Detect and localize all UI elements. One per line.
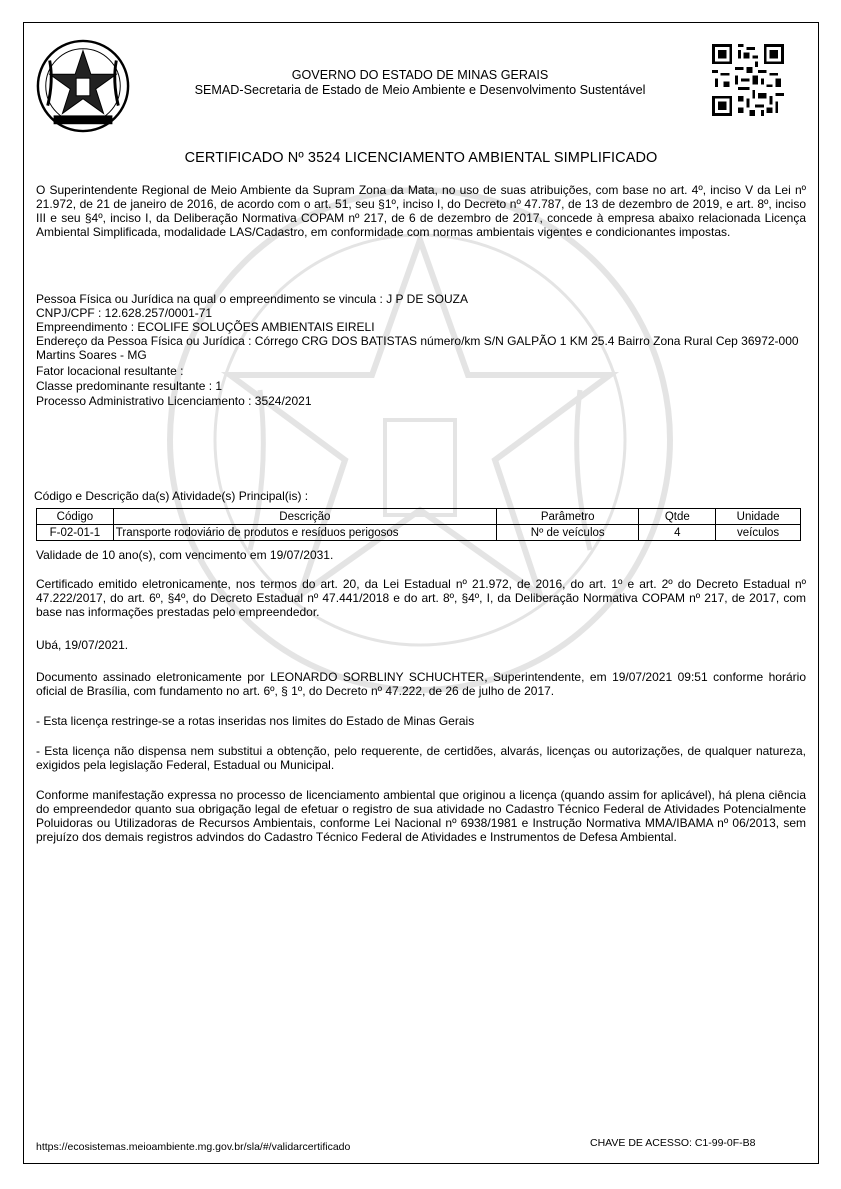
electronic-issue-paragraph: Certificado emitido eletronicamente, nos termos do art. 20, da Lei Estadual nº 21.972, de 2016, do art. 1º e art. 2º do Decreto Estadual nº 47.222/2017, do art. 6º, §4º, do Decreto Estadual nº 47.441/2018 e do art. 8º, §4º, I, da Deliberação Normativa COPAM nº 217, de 2017, com base nas informações prestadas pelo empreendedor. [36,577,806,619]
address-line: Endereço da Pessoa Física ou Jurídica : Córrego CRG DOS BATISTAS número/km S/N GALPÃO 1 KM 25.4 Bairro Zona Rural Cep 36972-000 Martins Soares - MG [36,334,799,362]
locational-factor-line: Fator locacional resultante : [36,364,184,378]
qr-code-icon [712,44,784,116]
person-line: Pessoa Física ou Jurídica na qual o empreendimento se vincula : J P DE SOUZA [36,292,468,306]
enterprise-line: Empreendimento : ECOLIFE SOLUÇÕES AMBIENTAIS EIRELI [36,320,375,334]
place-date-line: Ubá, 19/07/2021. [36,638,129,652]
column-header-parameter: Parâmetro [496,509,639,525]
activity-qtde: 4 [639,525,716,541]
signature-paragraph: Documento assinado eletronicamente por LEONARDO SORBLINY SCHUCHTER, Superintendente, em 19/07/2021 09:51 conforme horário oficial de Brasília, com fundamento no art. 6º, § 1º, do Decreto nº 47.222, de 26 de julho de 2017. [36,670,806,698]
cnpj-line: CNPJ/CPF : 12.628.257/0001-71 [36,306,213,320]
intro-paragraph: O Superintendente Regional de Meio Ambiente da Supram Zona da Mata, no uso de suas atribuições, com base no art. 4º, inciso V da Lei nº 21.972, de 21 de janeiro de 2016, de acordo com o art. 51, seu §1º, inciso I, do Decreto nº 47.787, de 13 de dezembro de 2019, e art. 8º, inciso III e seu §4º, inciso I, da Deliberação Normativa COPAM nº 217, de 6 de dezembro de 2017, concede à empresa abaixo relacionada Licença Ambiental Simplificada, modalidade LAS/Cadastro, em conformidade com normas ambientais vigentes e condicionantes impostas. [36,183,806,239]
activity-parameter: Nº de veículos [496,525,639,541]
activities-table [36,508,801,541]
table-row [37,525,801,541]
activity-unit: veículos [716,525,801,541]
validity-line: Validade de 10 ano(s), com vencimento em 19/07/2031. [36,548,334,562]
process-line: Processo Administrativo Licenciamento : 3524/2021 [36,394,312,408]
activities-heading: Código e Descrição da(s) Atividade(s) Principal(is) : [34,489,309,503]
note-no-exemption: - Esta licença não dispensa nem substitui a obtenção, pelo requerente, de certidões, alvarás, licenças ou autorizações, de qualquer natureza, exigidos pela legislação Federal, Estadual ou Municipal. [36,744,806,772]
coat-of-arms-watermark [150,170,690,710]
activity-code: F-02-01-1 [37,525,114,541]
column-header-unit: Unidade [716,509,801,525]
activity-description: Transporte rodoviário de produtos e resíduos perigosos [113,525,496,541]
certificate-title: CERTIFICADO Nº 3524 LICENCIAMENTO AMBIENTAL SIMPLIFICADO [184,150,658,166]
note-route-restriction: - Esta licença restringe-se a rotas inseridas nos limites do Estado de Minas Gerais [36,714,475,728]
secretariat-name: SEMAD-Secretaria de Estado de Meio Ambiente e Desenvolvimento Sustentável [194,83,646,97]
column-header-code: Código [37,509,114,525]
class-line: Classe predominante resultante : 1 [36,379,223,393]
column-header-qtde: Qtde [639,509,716,525]
government-name: GOVERNO DO ESTADO DE MINAS GERAIS [291,68,549,82]
minas-gerais-coat-of-arms-icon [34,36,132,136]
note-ctf-registration: Conforme manifestação expressa no processo de licenciamento ambiental que originou a licença (quando assim for aplicável), há plena ciência do empreendedor quanto sua obrigação legal de efetuar o registro de sua atividade no Cadastro Técnico Federal de Atividades Potencialmente Poluidoras ou Utilizadoras de Recursos Ambientais, conforme Lei Nacional nº 6938/1981 e Instrução Normativa MMA/IBAMA nº 06/2013, sem prejuízo dos demais registros advindos do Cadastro Técnico Federal de Atividades e Instrumentos de Defesa Ambiental. [36,788,806,844]
document-header [140,68,700,98]
table-header-row [37,509,801,525]
access-key: CHAVE DE ACESSO: C1-99-0F-B8 [590,1137,756,1149]
validation-url-link[interactable]: https://ecosistemas.meioambiente.mg.gov.br/sla/#/validarcertificado [36,1141,351,1153]
column-header-description: Descrição [113,509,496,525]
